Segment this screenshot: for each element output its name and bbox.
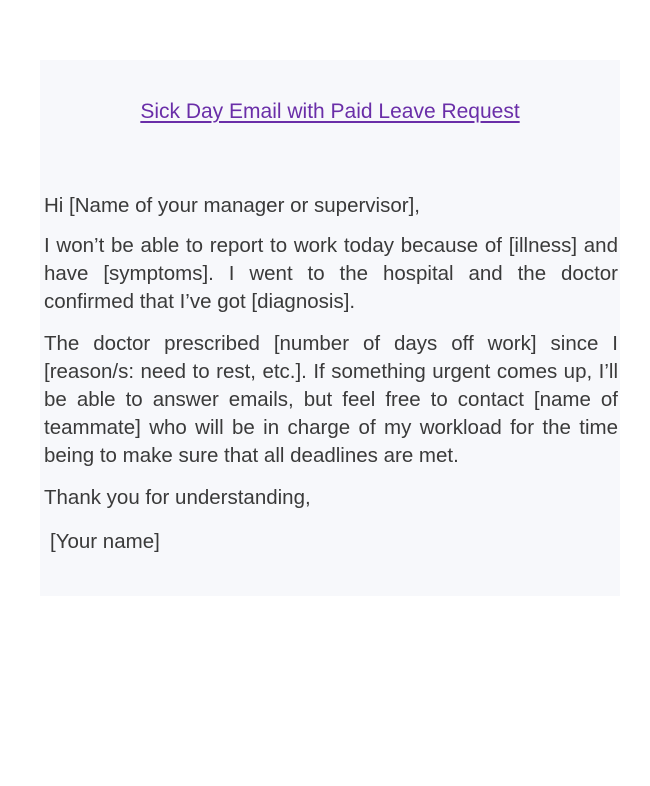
email-signature: [Your name]	[50, 530, 160, 553]
email-paragraph-illness: I won’t be able to report to work today because of [illness] and have [symptoms]. I went to the hospital and the doctor confirmed that I’ve got [diagnosis].	[44, 234, 618, 313]
document-title: Sick Day Email with Paid Leave Request	[140, 100, 520, 123]
email-body	[44, 192, 618, 570]
email-template-card	[40, 60, 620, 596]
email-paragraph-details: The doctor prescribed [number of days off work] since I [reason/s: need to rest, etc.]. If something urgent comes up, I’ll be able to answer emails, but feel free to contact [name of teammate] who will be in charge of my workload for the time being to make sure that all deadlines are met.	[44, 332, 618, 467]
email-closing: Thank you for understanding,	[44, 486, 311, 509]
email-greeting: Hi [Name of your manager or supervisor],	[44, 194, 420, 217]
